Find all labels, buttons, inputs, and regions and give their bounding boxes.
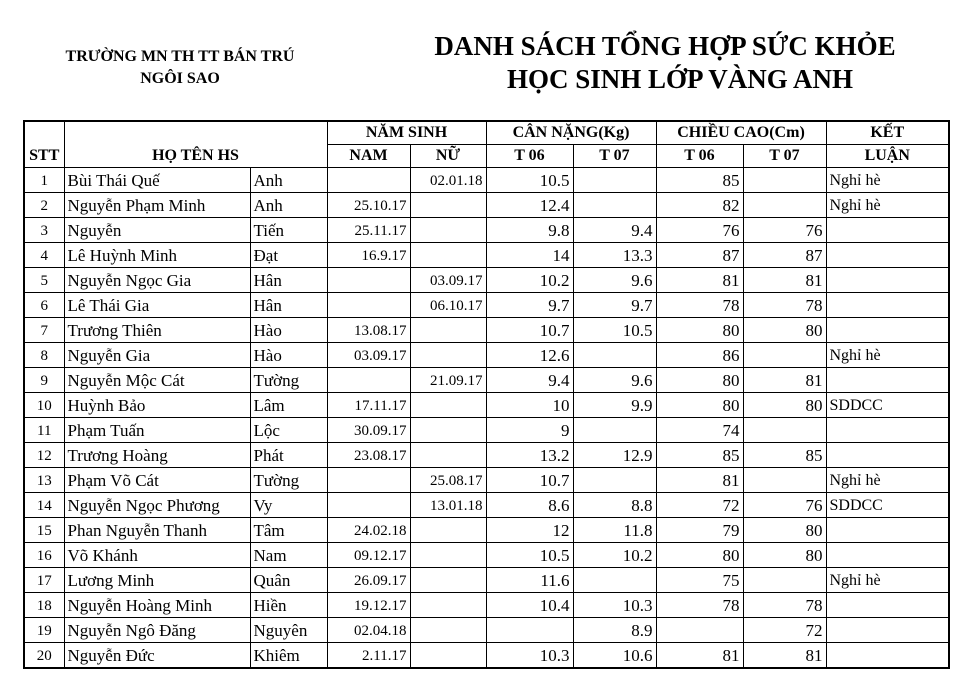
cell-birth-female <box>410 618 486 643</box>
cell-height-t06: 80 <box>656 543 743 568</box>
title-line2: HỌC SINH LỚP VÀNG ANH <box>506 64 854 94</box>
cell-height-t07 <box>743 168 826 193</box>
cell-conclusion: Nghỉ hè <box>826 568 949 593</box>
cell-stt: 5 <box>24 268 64 293</box>
cell-height-t06: 75 <box>656 568 743 593</box>
cell-stt: 9 <box>24 368 64 393</box>
cell-conclusion <box>826 543 949 568</box>
table-row <box>24 368 949 393</box>
cell-surname: Nguyễn Đức <box>64 643 250 669</box>
cell-birth-female: 25.08.17 <box>410 468 486 493</box>
cell-birth-female: 06.10.17 <box>410 293 486 318</box>
cell-weight-t06: 10.5 <box>486 168 573 193</box>
cell-birth-female: 03.09.17 <box>410 268 486 293</box>
header-conclusion-line1: KẾT <box>826 121 949 145</box>
cell-surname: Bùi Thái Quế <box>64 168 250 193</box>
school-name-line1: TRƯỜNG MN TH TT BÁN TRÚ <box>65 48 295 65</box>
table-row <box>24 593 949 618</box>
cell-given-name: Tường <box>250 468 327 493</box>
cell-weight-t07: 13.3 <box>573 243 656 268</box>
table-row <box>24 243 949 268</box>
cell-conclusion: Nghỉ hè <box>826 468 949 493</box>
cell-given-name: Hiền <box>250 593 327 618</box>
cell-height-t07 <box>743 343 826 368</box>
cell-stt: 18 <box>24 593 64 618</box>
cell-height-t07 <box>743 568 826 593</box>
cell-height-t06: 85 <box>656 168 743 193</box>
header-height-t07: T 07 <box>743 145 826 168</box>
cell-birth-male: 16.9.17 <box>327 243 410 268</box>
cell-given-name: Hào <box>250 318 327 343</box>
cell-birth-female <box>410 443 486 468</box>
cell-weight-t07: 10.3 <box>573 593 656 618</box>
cell-birth-female: 13.01.18 <box>410 493 486 518</box>
cell-weight-t06: 9.8 <box>486 218 573 243</box>
cell-birth-male: 19.12.17 <box>327 593 410 618</box>
cell-height-t06: 82 <box>656 193 743 218</box>
cell-conclusion <box>826 443 949 468</box>
cell-weight-t07: 9.6 <box>573 268 656 293</box>
cell-weight-t06: 9 <box>486 418 573 443</box>
table-row <box>24 443 949 468</box>
cell-surname: Nguyễn Ngọc Phương <box>64 493 250 518</box>
health-summary-table <box>23 120 950 669</box>
cell-surname: Trương Thiên <box>64 318 250 343</box>
cell-given-name: Hào <box>250 343 327 368</box>
cell-birth-male <box>327 168 410 193</box>
cell-weight-t07: 9.7 <box>573 293 656 318</box>
cell-stt: 10 <box>24 393 64 418</box>
table-row <box>24 493 949 518</box>
cell-conclusion <box>826 268 949 293</box>
cell-weight-t06: 10.4 <box>486 593 573 618</box>
cell-birth-male: 09.12.17 <box>327 543 410 568</box>
table-row <box>24 618 949 643</box>
cell-weight-t06: 12.6 <box>486 343 573 368</box>
cell-surname: Phạm Tuấn <box>64 418 250 443</box>
cell-birth-male <box>327 293 410 318</box>
cell-height-t07: 81 <box>743 268 826 293</box>
cell-height-t07: 80 <box>743 318 826 343</box>
cell-height-t06: 78 <box>656 293 743 318</box>
cell-height-t07: 78 <box>743 593 826 618</box>
cell-stt: 3 <box>24 218 64 243</box>
cell-height-t07: 76 <box>743 218 826 243</box>
school-name <box>30 46 330 90</box>
cell-weight-t07: 9.9 <box>573 393 656 418</box>
cell-conclusion <box>826 593 949 618</box>
table-row <box>24 343 949 368</box>
document-title <box>405 30 925 96</box>
cell-weight-t07 <box>573 568 656 593</box>
title-line1: DANH SÁCH TỔNG HỢP SỨC KHỎE <box>434 31 896 61</box>
cell-given-name: Phát <box>250 443 327 468</box>
cell-height-t06: 78 <box>656 593 743 618</box>
table-row <box>24 643 949 669</box>
cell-height-t06: 87 <box>656 243 743 268</box>
cell-weight-t07: 10.6 <box>573 643 656 669</box>
cell-birth-female <box>410 318 486 343</box>
cell-birth-female <box>410 543 486 568</box>
cell-conclusion <box>826 618 949 643</box>
cell-weight-t06: 10.3 <box>486 643 573 669</box>
table-body <box>24 168 949 669</box>
cell-birth-female <box>410 418 486 443</box>
cell-birth-female: 02.01.18 <box>410 168 486 193</box>
cell-stt: 1 <box>24 168 64 193</box>
header-weight: CÂN NẶNG(Kg) <box>486 121 656 145</box>
cell-weight-t07 <box>573 343 656 368</box>
cell-stt: 12 <box>24 443 64 468</box>
cell-stt: 8 <box>24 343 64 368</box>
header-stt: STT <box>24 121 64 168</box>
cell-height-t06 <box>656 618 743 643</box>
header-weight-t06: T 06 <box>486 145 573 168</box>
cell-height-t07: 72 <box>743 618 826 643</box>
cell-conclusion: SDDCC <box>826 393 949 418</box>
cell-conclusion <box>826 418 949 443</box>
cell-conclusion: Nghỉ hè <box>826 168 949 193</box>
table-row <box>24 468 949 493</box>
cell-given-name: Nam <box>250 543 327 568</box>
cell-weight-t06 <box>486 618 573 643</box>
cell-height-t06: 80 <box>656 393 743 418</box>
cell-height-t06: 80 <box>656 318 743 343</box>
cell-given-name: Anh <box>250 193 327 218</box>
cell-birth-male: 23.08.17 <box>327 443 410 468</box>
cell-weight-t06: 11.6 <box>486 568 573 593</box>
cell-given-name: Lâm <box>250 393 327 418</box>
table-row <box>24 543 949 568</box>
cell-weight-t06: 10.5 <box>486 543 573 568</box>
cell-weight-t06: 14 <box>486 243 573 268</box>
cell-birth-male <box>327 268 410 293</box>
cell-height-t07: 87 <box>743 243 826 268</box>
cell-birth-female <box>410 593 486 618</box>
cell-weight-t07 <box>573 418 656 443</box>
cell-conclusion: SDDCC <box>826 493 949 518</box>
cell-stt: 20 <box>24 643 64 669</box>
table-row <box>24 193 949 218</box>
cell-given-name: Khiêm <box>250 643 327 669</box>
cell-weight-t07: 9.6 <box>573 368 656 393</box>
cell-given-name: Lộc <box>250 418 327 443</box>
cell-height-t06: 81 <box>656 468 743 493</box>
cell-stt: 17 <box>24 568 64 593</box>
cell-surname: Nguyễn Mộc Cát <box>64 368 250 393</box>
cell-stt: 4 <box>24 243 64 268</box>
cell-surname: Võ Khánh <box>64 543 250 568</box>
table-row <box>24 393 949 418</box>
cell-birth-female <box>410 243 486 268</box>
cell-given-name: Anh <box>250 168 327 193</box>
header-birth-female: NỮ <box>410 145 486 168</box>
cell-given-name: Hân <box>250 268 327 293</box>
cell-height-t06: 86 <box>656 343 743 368</box>
table-row <box>24 318 949 343</box>
cell-birth-male <box>327 368 410 393</box>
cell-weight-t07: 10.2 <box>573 543 656 568</box>
cell-birth-male: 26.09.17 <box>327 568 410 593</box>
cell-weight-t06: 12.4 <box>486 193 573 218</box>
cell-given-name: Hân <box>250 293 327 318</box>
cell-stt: 19 <box>24 618 64 643</box>
cell-stt: 7 <box>24 318 64 343</box>
cell-birth-male: 13.08.17 <box>327 318 410 343</box>
cell-given-name: Nguyên <box>250 618 327 643</box>
cell-birth-male <box>327 493 410 518</box>
cell-height-t07 <box>743 468 826 493</box>
cell-weight-t06: 10.7 <box>486 468 573 493</box>
cell-height-t07: 76 <box>743 493 826 518</box>
cell-height-t07: 81 <box>743 643 826 669</box>
cell-birth-female <box>410 518 486 543</box>
cell-birth-male: 24.02.18 <box>327 518 410 543</box>
cell-height-t06: 81 <box>656 268 743 293</box>
cell-birth-male: 17.11.17 <box>327 393 410 418</box>
header-student-name: HỌ TÊN HS <box>64 121 327 168</box>
cell-height-t06: 79 <box>656 518 743 543</box>
cell-birth-male: 25.10.17 <box>327 193 410 218</box>
cell-weight-t06: 8.6 <box>486 493 573 518</box>
cell-weight-t06: 10.7 <box>486 318 573 343</box>
cell-stt: 2 <box>24 193 64 218</box>
cell-height-t06: 72 <box>656 493 743 518</box>
cell-height-t07 <box>743 418 826 443</box>
cell-height-t07: 78 <box>743 293 826 318</box>
cell-height-t06: 74 <box>656 418 743 443</box>
table-row <box>24 268 949 293</box>
cell-given-name: Tường <box>250 368 327 393</box>
cell-conclusion <box>826 243 949 268</box>
cell-birth-male: 02.04.18 <box>327 618 410 643</box>
table-row <box>24 293 949 318</box>
cell-birth-female <box>410 568 486 593</box>
cell-birth-female: 21.09.17 <box>410 368 486 393</box>
school-name-line2: NGÔI SAO <box>140 70 220 87</box>
cell-birth-male: 2.11.17 <box>327 643 410 669</box>
cell-stt: 13 <box>24 468 64 493</box>
cell-height-t06: 76 <box>656 218 743 243</box>
cell-height-t07: 80 <box>743 543 826 568</box>
cell-birth-male: 30.09.17 <box>327 418 410 443</box>
cell-stt: 14 <box>24 493 64 518</box>
cell-birth-male: 25.11.17 <box>327 218 410 243</box>
cell-conclusion <box>826 318 949 343</box>
cell-weight-t06: 10 <box>486 393 573 418</box>
cell-surname: Trương Hoàng <box>64 443 250 468</box>
cell-given-name: Quân <box>250 568 327 593</box>
header-conclusion-line2: LUẬN <box>826 145 949 168</box>
header-height: CHIỀU CAO(Cm) <box>656 121 826 145</box>
cell-weight-t06: 13.2 <box>486 443 573 468</box>
cell-surname: Lê Huỳnh Minh <box>64 243 250 268</box>
header-birth-year: NĂM SINH <box>327 121 486 145</box>
cell-surname: Nguyễn Ngô Đăng <box>64 618 250 643</box>
cell-conclusion: Nghỉ hè <box>826 343 949 368</box>
cell-conclusion <box>826 293 949 318</box>
cell-weight-t07: 8.9 <box>573 618 656 643</box>
cell-given-name: Tiến <box>250 218 327 243</box>
cell-weight-t07: 12.9 <box>573 443 656 468</box>
cell-conclusion <box>826 643 949 669</box>
cell-given-name: Đạt <box>250 243 327 268</box>
cell-surname: Nguyễn <box>64 218 250 243</box>
cell-height-t06: 85 <box>656 443 743 468</box>
cell-surname: Lê Thái Gia <box>64 293 250 318</box>
cell-surname: Phạm Võ Cát <box>64 468 250 493</box>
cell-surname: Phan Nguyễn Thanh <box>64 518 250 543</box>
cell-weight-t07: 10.5 <box>573 318 656 343</box>
cell-weight-t07 <box>573 193 656 218</box>
cell-weight-t07: 9.4 <box>573 218 656 243</box>
cell-stt: 16 <box>24 543 64 568</box>
table-row <box>24 568 949 593</box>
cell-surname: Nguyễn Hoàng Minh <box>64 593 250 618</box>
cell-height-t07: 80 <box>743 393 826 418</box>
cell-birth-female <box>410 343 486 368</box>
table-row <box>24 218 949 243</box>
cell-weight-t07: 8.8 <box>573 493 656 518</box>
cell-height-t07 <box>743 193 826 218</box>
table-row <box>24 168 949 193</box>
cell-weight-t07: 11.8 <box>573 518 656 543</box>
cell-surname: Lương Minh <box>64 568 250 593</box>
cell-birth-male: 03.09.17 <box>327 343 410 368</box>
cell-birth-female <box>410 643 486 669</box>
cell-given-name: Vy <box>250 493 327 518</box>
cell-given-name: Tâm <box>250 518 327 543</box>
cell-surname: Nguyễn Phạm Minh <box>64 193 250 218</box>
cell-conclusion <box>826 218 949 243</box>
cell-birth-female <box>410 193 486 218</box>
cell-birth-female <box>410 218 486 243</box>
cell-conclusion <box>826 368 949 393</box>
cell-birth-male <box>327 468 410 493</box>
cell-conclusion <box>826 518 949 543</box>
cell-weight-t06: 9.4 <box>486 368 573 393</box>
cell-height-t07: 80 <box>743 518 826 543</box>
cell-surname: Nguyễn Gia <box>64 343 250 368</box>
cell-height-t07: 81 <box>743 368 826 393</box>
cell-surname: Huỳnh Bảo <box>64 393 250 418</box>
cell-height-t07: 85 <box>743 443 826 468</box>
cell-height-t06: 80 <box>656 368 743 393</box>
cell-stt: 11 <box>24 418 64 443</box>
cell-birth-female <box>410 393 486 418</box>
table-row <box>24 518 949 543</box>
header-height-t06: T 06 <box>656 145 743 168</box>
cell-weight-t06: 12 <box>486 518 573 543</box>
table-header <box>24 121 949 168</box>
table-row <box>24 418 949 443</box>
cell-weight-t06: 10.2 <box>486 268 573 293</box>
cell-stt: 6 <box>24 293 64 318</box>
cell-weight-t07 <box>573 168 656 193</box>
header-birth-male: NAM <box>327 145 410 168</box>
cell-height-t06: 81 <box>656 643 743 669</box>
cell-surname: Nguyễn Ngọc Gia <box>64 268 250 293</box>
cell-weight-t06: 9.7 <box>486 293 573 318</box>
header-weight-t07: T 07 <box>573 145 656 168</box>
cell-conclusion: Nghỉ hè <box>826 193 949 218</box>
cell-weight-t07 <box>573 468 656 493</box>
cell-stt: 15 <box>24 518 64 543</box>
